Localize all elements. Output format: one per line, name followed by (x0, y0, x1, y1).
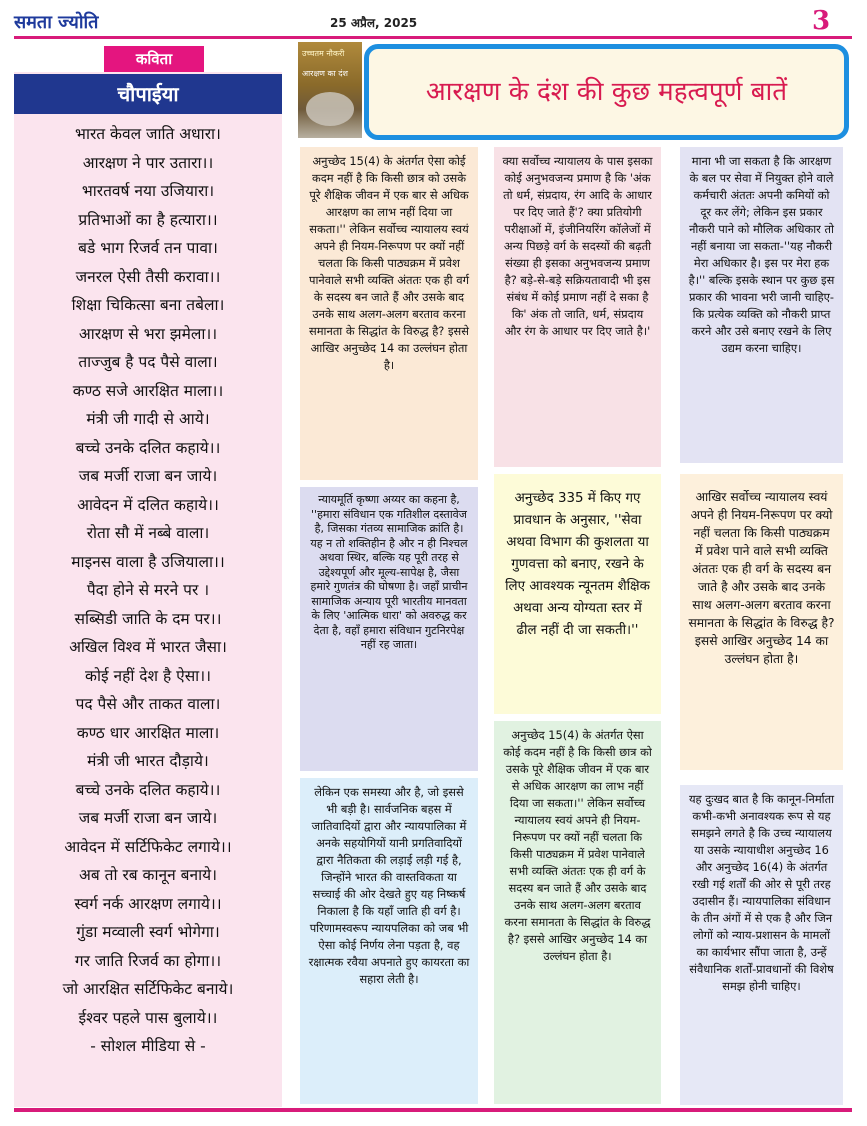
poem-line: रोता सौ में नब्बे वाला। (86, 524, 210, 542)
poem-line: आरक्षण ने पार उतारा।। (82, 153, 214, 172)
poem-line: गर जाति रिजर्व का होगा।। (74, 951, 222, 970)
poem-line: जब मर्जी राजा बन जाये। (78, 467, 218, 485)
poem-line: स्वर्ग नर्क आरक्षण लगाये।। (74, 894, 222, 913)
poem-line: शिक्षा चिकित्सा बना तबेला। (71, 296, 225, 314)
poem-line: मंत्री जी भारत दौड़ाये। (87, 752, 209, 770)
poem-line: आवेदन में सर्टिफिकेट लगाये।। (64, 837, 232, 856)
poem-line: - सोशल मीडिया से - (90, 1037, 206, 1055)
poem-line: सब्सिडी जाति के दम पर।। (74, 609, 222, 628)
poem-line: जनरल ऐसी तैसी करावा।। (75, 267, 221, 286)
article-headline-box (364, 44, 849, 140)
poem-body (14, 120, 282, 1061)
article-box-6: अनुच्छेद 15(4) के अंतर्गत ऐसा कोई कदम नहीं है कि किसी छात्र को उसके पूरे शैक्षिक जीवन में एक बार से अधिक आरक्षण का लाभ नहीं दिया जा सकता।'' लेकिन सर्वोच्च न्यायालय स्वयं अपने ही नियम-निरूपण पर क्यों नहीं चलता कि किसी पाठ्यक्रम में प्रवेश पानेवाले सभी व्यक्ति अंततः एक ही वर्ग के सदस्य बन जाते हैं और उसके बाद उनके साथ अलग-अलग बरताव करना समानता के सिद्धांत के विरुद्ध है? इससे आखिर अनुच्छेद 14 का उल्लंघन होता है। (494, 721, 661, 1104)
book-cover-image (298, 42, 362, 138)
poem-line: अखिल विश्व में भारत जैसा। (69, 638, 227, 656)
issue-date: 25 अप्रैल, 2025 (330, 16, 418, 30)
poem-line: कण्ठ धार आरक्षित माला। (76, 723, 220, 742)
poem-line: माइनस वाला है उजियाला।। (71, 552, 225, 571)
poem-line: अब तो रब कानून बनाये। (79, 866, 217, 884)
book-cover-caption: उच्चतम नौकरी (302, 49, 345, 58)
poem-line: कण्ठ सजे आरक्षित माला।। (72, 381, 224, 400)
article-box-3: लेकिन एक समस्या और है, जो इससे भी बड़ी है। सार्वजनिक बहस में जातिवादियों द्वारा और न्यायपालिका में अनके सहयोगियों यानी प्रगतिवादियों द्वारा नैतिकता की लड़ाई लड़ी गई है, जिन्होंने भारत की वास्तविकता या सच्चाई की ओर देखते हुए यह निष्कर्ष निकाला है कि यहाँ जाति ही वर्ग है। परिणामस्वरूप न्यायपलिका को जब भी ऐसा कोई निर्णय लेना पड़ता है, वह रक्षात्मक रवैया अपनाते हुए कायरता का सहारा लेती है। (300, 778, 478, 1104)
article-box-8: आखिर सर्वोच्च न्यायालय स्वयं अपने ही नियम-निरूपण पर क्यो नहीं चलता कि किसी पाठ्यक्रम में प्रवेश पाने वाले सभी व्यक्ति अंततः एक ही वर्ग के सदस्य बन जाते है और उसके बाद उनके साथ अलग-अलग बरताव करना समानता के सिद्धांत के विरुद्ध है? इससे आखिर अनुच्छेद 14 का उल्लंघन होता है। (680, 474, 843, 770)
poem-line: आवेदन में दलित कहाये।। (77, 495, 219, 514)
poem-line: बडे भाग रिजर्व तन पावा। (78, 239, 218, 257)
article-box-2: न्यायमूर्ति कृष्णा अय्यर का कहना है, ''हमारा संविधान एक गतिशील दस्तावेज है, जिसका गंतव्य सामाजिक क्रांति है। यह न तो शक्तिहीन है और न ही निश्चल अथवा स्थिर, बल्कि यह पूरी तरह से उद्देश्यपूर्ण और मूल्य-सापेक्ष है, जैसा हमारे गुणतंत्र की घोषणा है। जहाँ प्राचीन सामाजिक अन्याय पूरी भारतीय मानवता के लिए 'आत्मिक धारा' को अवरुद्ध कर देता है, वहाँ हमारा संविधान गुटनिरपेक्ष नहीं रह जाता। (300, 487, 478, 771)
poem-line: पद पैसे और ताकत वाला। (75, 695, 221, 713)
poem-line: ईश्वर पहले पास बुलाये।। (78, 1008, 218, 1027)
section-tag-poem: कविता (104, 46, 204, 72)
page-number: 3 (812, 6, 831, 36)
poem-title: चौपाईया (14, 74, 282, 114)
article-box-5: अनुच्छेद 335 में किए गए प्रावधान के अनुसार, ''सेवा अथवा विभाग की कुशलता या गुणवत्ता को बनाए, रखने के लिए आवश्यक न्यूनतम शैक्षिक अथवा अन्य योग्यता स्तर में ढील नहीं दी जा सकती।'' (494, 474, 661, 714)
page-header (0, 0, 867, 40)
poem-line: भारतवर्ष नया उजियारा। (81, 182, 215, 200)
article-box-7: माना भी जा सकता है कि आरक्षण के बल पर सेवा में नियुक्त होने वाले कर्मचारी अंततः अपनी कमियों को दूर कर लेंगे; लेकिन इस प्रकार नौकरी पाने को मौलिक अधिकार तो नहीं बनाया जा सकता-''यह नौकरी मेरा अधिकार है। इस पर मेरा हक है।'' बल्कि इसके स्थान पर कुछ इस प्रकार की भावना भरी जानी चाहिए- कि प्रत्येक व्यक्ति को नौकरी प्राप्त करने और उसे बनाए रखने के लिए उद्यम करना चाहिए। (680, 147, 843, 463)
footer-divider (14, 1108, 852, 1112)
poem-line: भारत केवल जाति अधारा। (75, 125, 221, 143)
poem-line: गुंडा मव्वाली स्वर्ग भोगेगा। (76, 923, 220, 941)
article-box-9: यह दुःखद बात है कि कानून-निर्माता कभी-कभी अनावश्यक रूप से यह समझने लगते है कि उच्च न्यायालय या उसके न्यायाधीश अनुच्छेद 16 और अनुच्छेद 16(4) के अंतर्गत रखी गई शर्तों की ओर से पूरी तरह उदासीन हैं। न्यायपालिका संविधान के तीन अंगों में से एक है और जिन लोगों को न्याय-प्रशासन के मामलों का कार्यभार सौंपा जाता है, उन्हें संवैधानिक शर्तों-प्रावधानों की विशेष समझ होनी चाहिए। (680, 785, 843, 1105)
header-divider (14, 36, 852, 39)
book-cover-illustration (306, 92, 354, 126)
poem-line: पैदा होने से मरने पर । (86, 581, 210, 599)
poem-line: बच्चे उनके दलित कहाये।। (75, 780, 221, 799)
poem-line: प्रतिभाओं का है हत्यारा।। (78, 210, 218, 229)
poem-line: ताज्जुब है पद पैसे वाला। (78, 353, 218, 371)
poem-line: आरक्षण से भरा झमेला।। (78, 324, 218, 343)
poem-line: मंत्री जी गादी से आये। (86, 410, 210, 428)
poem-line: जब मर्जी राजा बन जाये। (78, 809, 218, 827)
article-box-4: क्या सर्वोच्च न्यायालय के पास इसका कोई अनुभवजन्य प्रमाण है कि 'अंक तो धर्म, संप्रदाय, रंग आदि के आधार पर दिए जाते हैं'? क्या प्रतियोगी परीक्षाओं में, इंजीनियरिंग कॉलेजों में अन्य पिछड़े वर्ग के सदस्यों की बढ़ती संख्या ही इसका अनुभवजन्य प्रमाण है? बड़े-से-बड़े सक्रियतावादी भी इस संबंध में कोई प्रमाण नहीं दे सका है कि' अंक तो जाति, धर्म, संप्रदाय और रंग के आधार पर दिए जाते है।' (494, 147, 661, 467)
book-cover-title: आरक्षण का दंश (302, 69, 348, 78)
poem-line: कोई नहीं देश है ऐसा।। (85, 666, 211, 685)
poem-line: बच्चे उनके दलित कहाये।। (75, 438, 221, 457)
newspaper-name: समता ज्योति (14, 12, 99, 33)
poem-line: जो आरक्षित सर्टिफिकेट बनाये। (62, 980, 234, 998)
article-box-1: अनुच्छेद 15(4) के अंतर्गत ऐसा कोई कदम नहीं है कि किसी छात्र को उसके पूरे शैक्षिक जीवन में एक बार से अधिक आरक्षण का लाभ नहीं दिया जा सकता।'' लेकिन सर्वोच्च न्यायालय स्वयं अपने ही नियम-निरूपण पर क्यों नहीं चलता कि किसी पाठ्यक्रम में प्रवेश पानेवाले सभी व्यक्ति अंततः एक ही वर्ग के सदस्य बन जाते हैं और उसके बाद उनके साथ अलग-अलग बरताव करना समानता के सिद्धांत के विरुद्ध है? इससे आखिर अनुच्छेद 14 का उल्लंघन होता है। (300, 147, 478, 480)
article-headline: आरक्षण के दंश की कुछ महत्वपूर्ण बातें (425, 77, 788, 107)
